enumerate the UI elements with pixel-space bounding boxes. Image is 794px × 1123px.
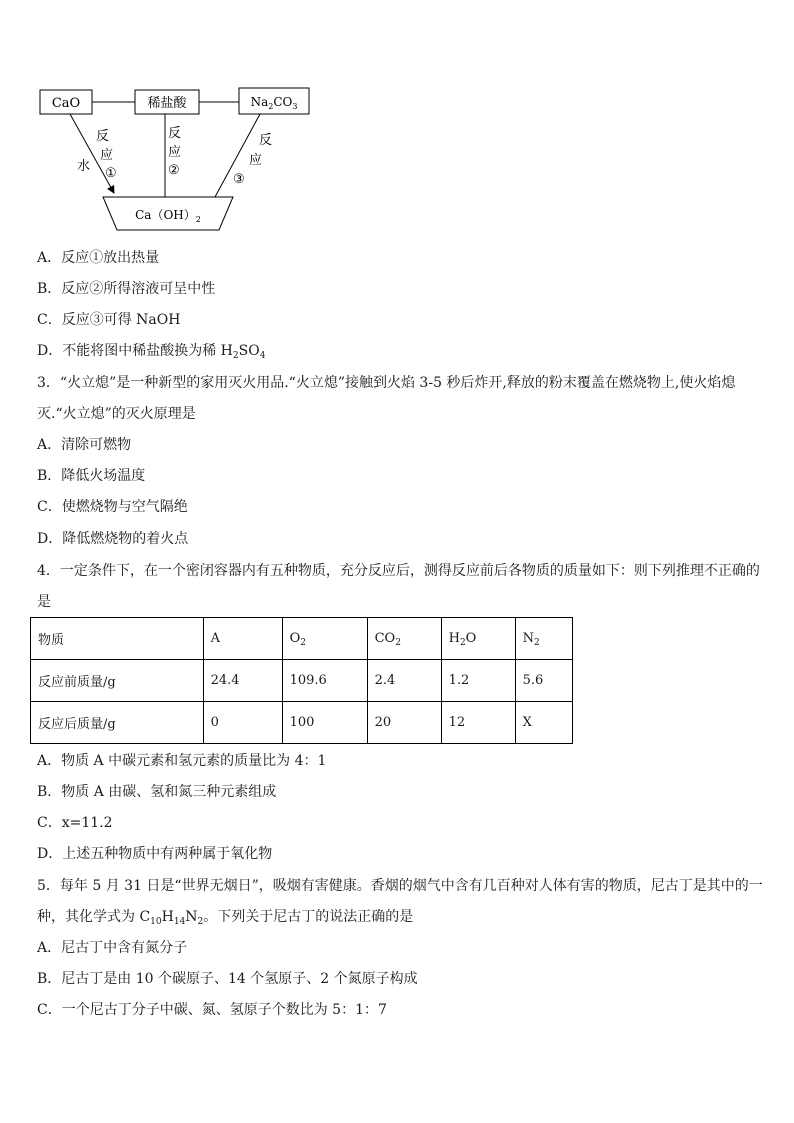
q5-stem-line2: 种，其化学式为 $C_{10}H_{14}N_2$。下列关于尼古丁的说法正确的是: [37, 909, 414, 927]
hcl-label: 稀盐酸: [147, 96, 187, 111]
q5-stem-line1: 5．每年 5 月 31 日是“世界无烟日”，吸烟有害健康。香烟的烟气中含有几百种对人体有害的物质，尼古丁是其中的一: [37, 878, 763, 894]
reaction-diagram-svg: [30, 78, 330, 238]
cao-label: CaO: [51, 96, 81, 111]
q2-option-d: D．不能将图中稀盐酸换为稀 $H_2SO_4$: [37, 343, 266, 361]
table-cell: 2.4: [367, 660, 441, 702]
q2-option-a: A．反应①放出热量: [37, 250, 160, 266]
q4-stem-line1: 4．一定条件下，在一个密闭容器内有五种物质，充分反应后，测得反应前后各物质的质量如下：则下列推理不正确的: [37, 563, 760, 579]
q4-option-c: C．x=11.2: [37, 815, 113, 831]
q2-option-b: B．反应②所得溶液可呈中性: [37, 281, 216, 297]
reaction1-label-2: 应: [100, 148, 114, 163]
reaction3-label-1: 反: [259, 133, 273, 148]
table-header-cell: $N_2$: [515, 618, 572, 660]
table-cell: 100: [282, 702, 367, 744]
table-cell: 24.4: [203, 660, 282, 702]
table-cell: 109.6: [282, 660, 367, 702]
q5-option-b: B．尼古丁是由 10 个碳原子、14 个氢原子、2 个氮原子构成: [37, 971, 418, 987]
q5-option-c: C．一个尼古丁分子中碳、氮、氢原子个数比为 5：1：7: [37, 1002, 387, 1018]
table-cell: 12: [441, 702, 515, 744]
q3-option-c: C．使燃烧物与空气隔绝: [37, 499, 188, 515]
reaction3-label-2: 应: [249, 153, 263, 168]
table-cell: 20: [367, 702, 441, 744]
reaction2-label-2: 应: [168, 145, 182, 160]
caoh2-label: $Ca(OH)_2$: [135, 208, 201, 224]
q4-option-a: A．物质 A 中碳元素和氢元素的质量比为 4：1: [37, 753, 327, 769]
reaction-diagram: [30, 78, 330, 238]
table-cell: 反应前质量/g: [31, 660, 204, 702]
table-row: [31, 660, 573, 702]
q3-option-d: D．降低燃烧物的着火点: [37, 531, 189, 547]
q4-option-d: D．上述五种物质中有两种属于氧化物: [37, 846, 273, 862]
q3-stem-line1: 3．“火立熄”是一种新型的家用灭火用品.“火立熄”接触到火焰 3-5 秒后炸开,释放的粉末覆盖在燃烧物上,使火焰熄: [37, 375, 736, 391]
q2-option-c: C．反应③可得 NaOH: [37, 312, 181, 328]
reaction2-label-1: 反: [168, 126, 182, 141]
table-cell: 0: [203, 702, 282, 744]
q3-option-b: B．降低火场温度: [37, 468, 146, 484]
na2co3-label: $Na_2CO_3$: [250, 95, 298, 111]
q4-option-b: B．物质 A 由碳、氢和氮三种元素组成: [37, 784, 277, 800]
table-header-row: [31, 618, 573, 660]
reaction1-label-3: ①: [105, 166, 117, 181]
reaction1-water: 水: [77, 159, 91, 174]
table-cell: 反应后质量/g: [31, 702, 204, 744]
table-row: [31, 702, 573, 744]
q3-option-a: A．清除可燃物: [37, 437, 132, 453]
table-cell: 1.2: [441, 660, 515, 702]
table-header-cell: A: [203, 618, 282, 660]
table-header-cell: $O_2$: [282, 618, 367, 660]
table-cell: 5.6: [515, 660, 572, 702]
table-header-cell: $CO_2$: [367, 618, 441, 660]
reaction2-label-3: ②: [168, 163, 180, 178]
table-header-cell: $H_2O$: [441, 618, 515, 660]
table-cell: X: [515, 702, 572, 744]
q3-stem-line2: 灭.“火立熄”的灭火原理是: [37, 406, 196, 422]
reaction3-label-3: ③: [233, 172, 245, 187]
q4-stem-line2: 是: [37, 594, 51, 610]
reaction1-label-1: 反: [96, 129, 110, 144]
mass-table: [30, 617, 573, 744]
table-header-cell: 物质: [31, 618, 204, 660]
q5-option-a: A．尼古丁中含有氮分子: [37, 940, 188, 956]
